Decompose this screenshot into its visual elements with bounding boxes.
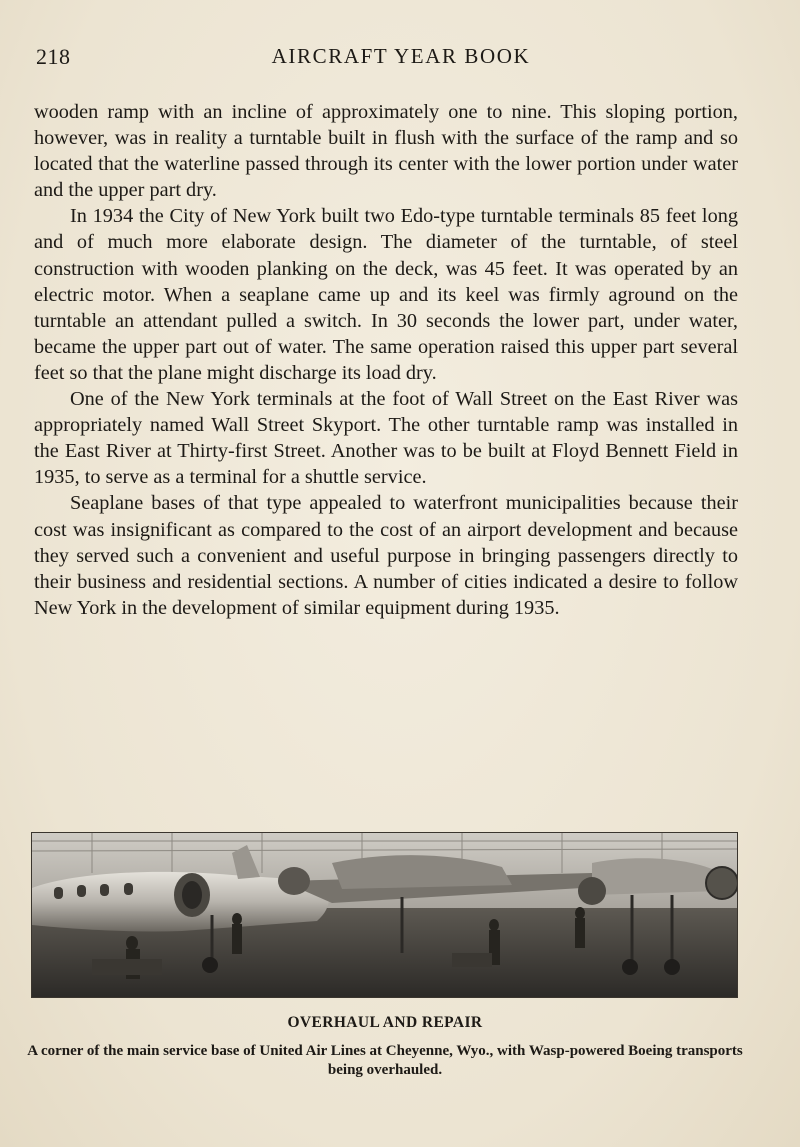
paragraph-4: Seaplane bases of that type appealed to waterfront municipalities because their cost was insignificant as compared to the cost of an airport development and because they served such a convenient and useful purpose in bringing passengers directly to their business and residential sections. A number of cities indicated a desire to follow New York in the development of similar equipment during 1935. [34,492,738,619]
hangar-photograph [31,832,738,998]
hangar-photo-illustration [32,833,737,997]
paragraph-2: In 1934 the City of New York built two Edo-type turntable terminals 85 feet long and of much more elaborate design. The diameter of the turntable, of steel construction with wooden planking on the deck, was 45 feet. It was operated by an electric motor. When a seaplane came up and its keel was firmly aground on the turntable an attendant pulled a switch. In 30 seconds the lower part, under water, became the upper part out of water. The same operation raised this upper part several feet so that the plane might discharge its load dry. [34,205,738,384]
body-text [34,99,738,621]
running-head [36,44,738,78]
page-number: 218 [36,44,71,69]
paragraph-1: wooden ramp with an incline of approximately one to nine. This sloping portion, however, was in reality a turntable built in flush with the surface of the ramp and so located that the waterline passed through its center with the lower portion under water and the upper part dry. [34,101,738,202]
figure-caption-title: OVERHAUL AND REPAIR [287,1014,483,1031]
paragraph-3: One of the New York terminals at the foot of Wall Street on the East River was appropriately named Wall Street Skyport. The other turntable ramp was installed in the East River at Thirty-first Street. Another was to be built at Floyd Bennett Field in 1935, to serve as a terminal for a shuttle service. [34,388,738,489]
running-title: AIRCRAFT YEAR BOOK [271,44,531,68]
figure-caption-text: A corner of the main service base of United Air Lines at Cheyenne, Wyo., with Wasp-powered Boeing transports being overhauled. [27,1043,743,1078]
